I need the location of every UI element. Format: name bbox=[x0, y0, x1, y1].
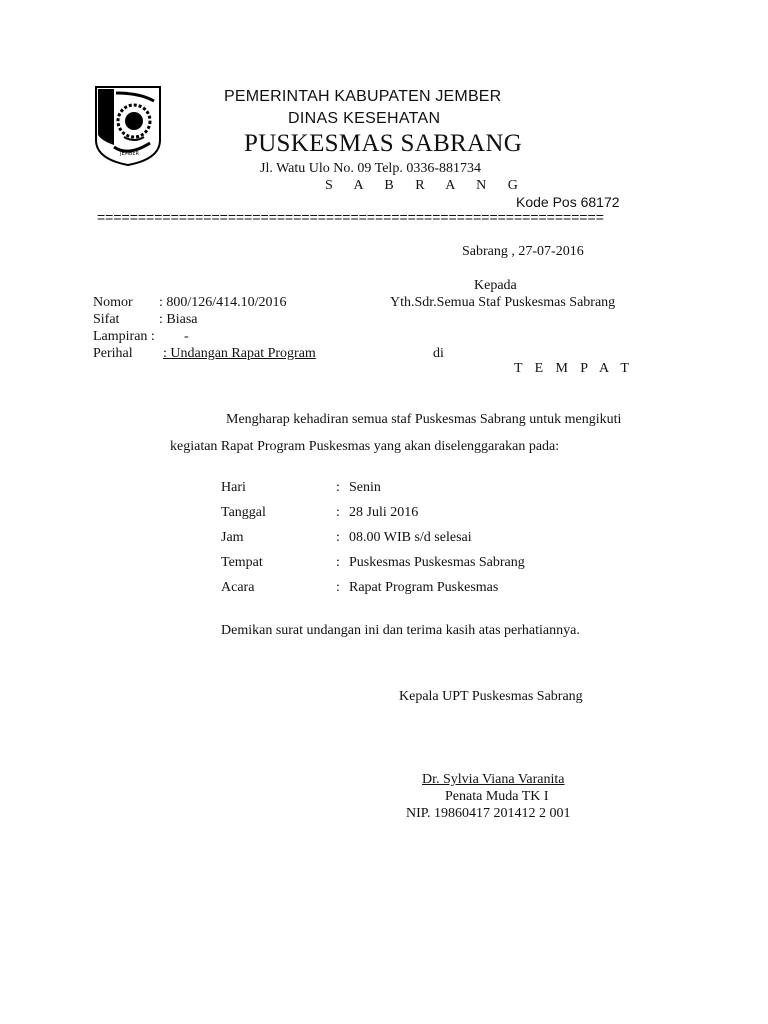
detail-value-hari: Senin bbox=[349, 480, 381, 495]
detail-label-tempat: Tempat bbox=[221, 555, 263, 570]
detail-colon: : bbox=[336, 555, 340, 570]
detail-colon: : bbox=[336, 505, 340, 520]
lampiran-label: Lampiran : bbox=[93, 329, 155, 344]
detail-value-tanggal: 28 Juli 2016 bbox=[349, 505, 419, 520]
nomor-label: Nomor bbox=[93, 295, 133, 310]
recipient-tempat: T E M P A T bbox=[514, 361, 634, 376]
detail-label-acara: Acara bbox=[221, 580, 255, 595]
city-name: S A B R A N G bbox=[325, 178, 527, 193]
perihal-label: Perihal bbox=[93, 346, 133, 361]
detail-value-tempat: Puskesmas Puskesmas Sabrang bbox=[349, 555, 525, 570]
lampiran-value: - bbox=[184, 329, 189, 344]
recipient-yth: Yth.Sdr.Semua Staf Puskesmas Sabrang bbox=[390, 295, 616, 310]
department-name: DINAS KESEHATAN bbox=[288, 110, 441, 127]
recipient-di: di bbox=[433, 346, 444, 361]
detail-colon: : bbox=[336, 530, 340, 545]
detail-value-acara: Rapat Program Puskesmas bbox=[349, 580, 499, 595]
detail-label-tanggal: Tanggal bbox=[221, 505, 266, 520]
signature-title: Kepala UPT Puskesmas Sabrang bbox=[399, 689, 583, 704]
nomor-value: : 800/126/414.10/2016 bbox=[159, 295, 287, 310]
body-paragraph-2: kegiatan Rapat Program Puskesmas yang akan diselenggarakan pada: bbox=[170, 439, 560, 454]
detail-colon: : bbox=[336, 480, 340, 495]
sifat-value: : Biasa bbox=[159, 312, 198, 327]
detail-label-jam: Jam bbox=[221, 530, 244, 545]
address: Jl. Watu Ulo No. 09 Telp. 0336-881734 bbox=[260, 161, 481, 176]
government-name: PEMERINTAH KABUPATEN JEMBER bbox=[224, 88, 502, 105]
logo-text: JEMBER bbox=[120, 151, 140, 157]
sifat-label: Sifat bbox=[93, 312, 120, 327]
jember-regency-emblem-icon bbox=[94, 85, 162, 167]
body-paragraph-1: Mengharap kehadiran semua staf Puskesmas Sabrang untuk mengikuti bbox=[226, 412, 622, 427]
jember-emblem-logo bbox=[94, 85, 162, 167]
perihal-value: : Undangan Rapat Program bbox=[163, 346, 316, 361]
closing-text: Demikan surat undangan ini dan terima kasih atas perhatiannya. bbox=[221, 623, 580, 638]
date-place: Sabrang , 27-07-2016 bbox=[462, 244, 584, 259]
recipient-kepada: Kepada bbox=[474, 278, 517, 293]
detail-colon: : bbox=[336, 580, 340, 595]
institution-name: PUSKESMAS SABRANG bbox=[244, 130, 523, 157]
signature-name: Dr. Sylvia Viana Varanita bbox=[422, 772, 565, 787]
detail-value-jam: 08.00 WIB s/d selesai bbox=[349, 530, 472, 545]
signature-nip: NIP. 19860417 201412 2 001 bbox=[406, 806, 571, 821]
postal-code: Kode Pos 68172 bbox=[516, 194, 620, 210]
signature-rank: Penata Muda TK I bbox=[445, 789, 549, 804]
detail-label-hari: Hari bbox=[221, 480, 246, 495]
header-separator: ============================================================== bbox=[97, 209, 604, 225]
